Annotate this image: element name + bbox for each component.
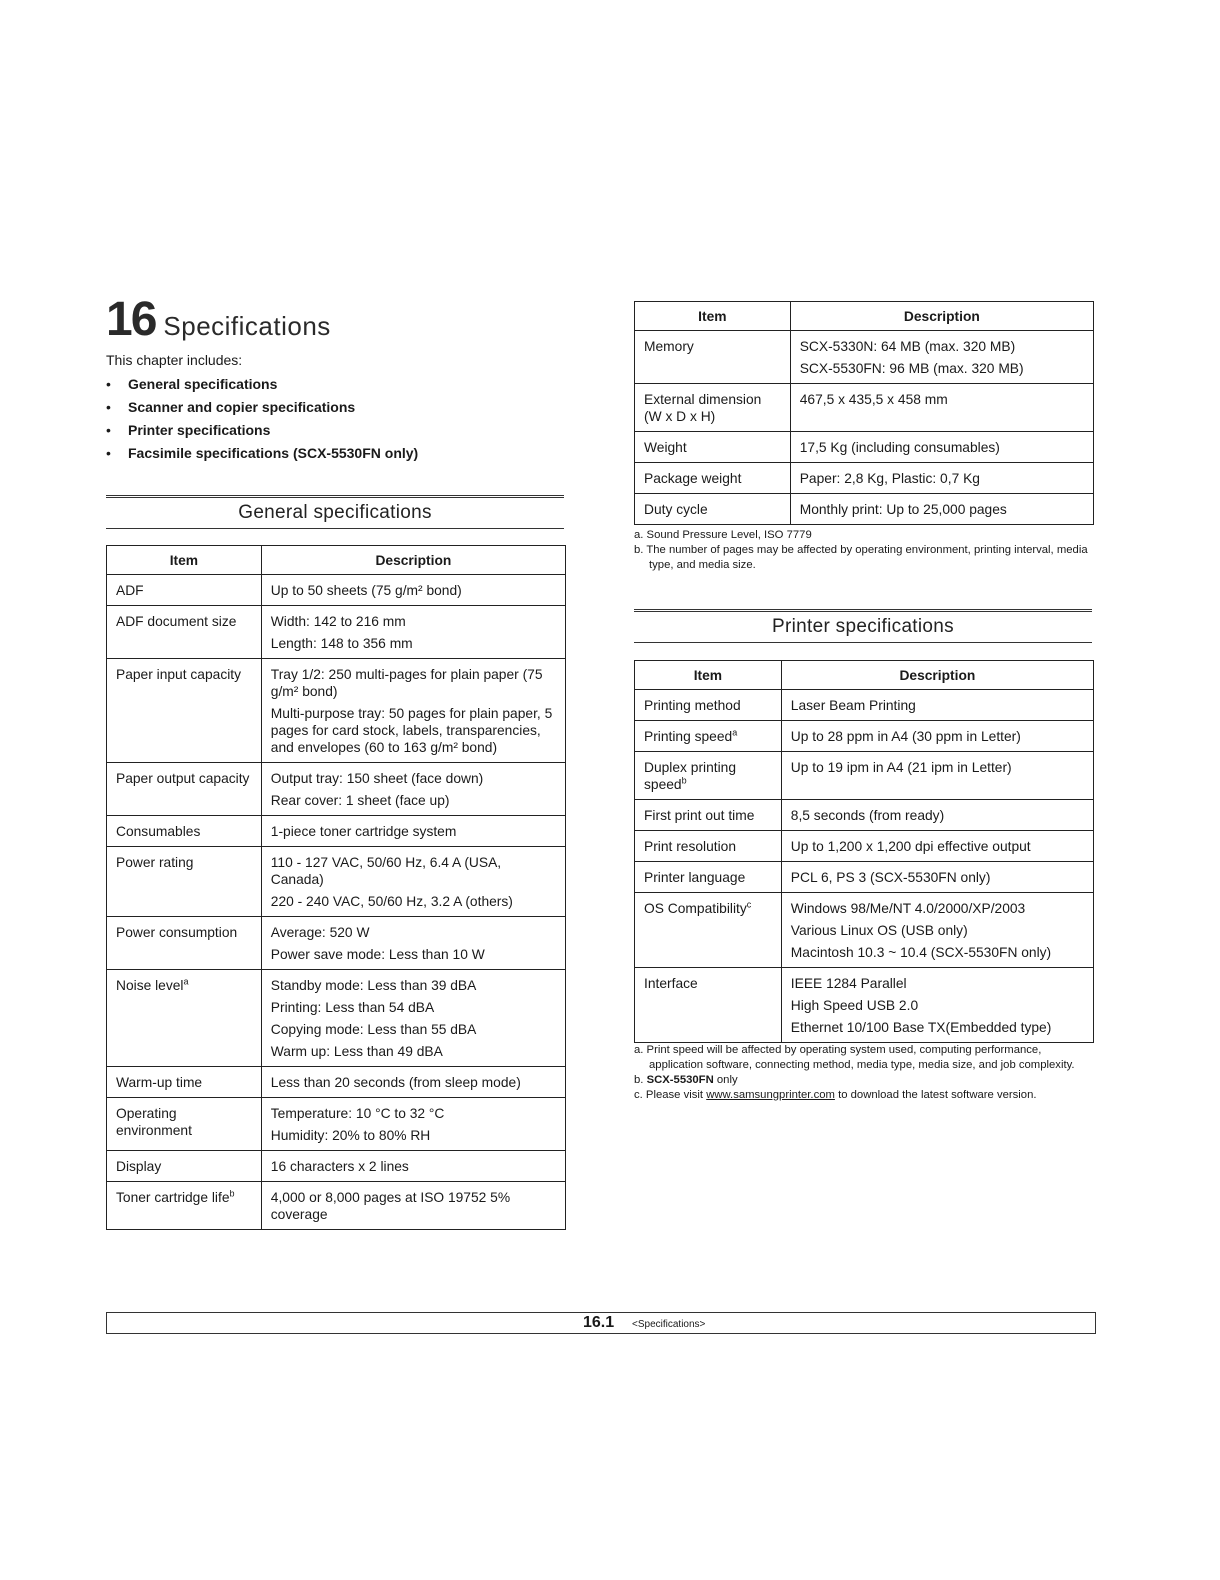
table-row	[107, 847, 566, 917]
row-description-cell	[781, 968, 1093, 1043]
row-item-label: Power consumption	[116, 925, 238, 940]
description-line: 110 - 127 VAC, 50/60 Hz, 6.4 A (USA, Canada)	[270, 855, 502, 887]
description-line: Laser Beam Printing	[790, 698, 916, 713]
toc-item[interactable]: • Facsimile specifications (SCX-5530FN only)	[106, 442, 418, 465]
table-row	[107, 763, 566, 816]
table-row	[635, 893, 1094, 968]
general-section-title: General specifications	[106, 495, 564, 529]
description-line: Multi-purpose tray: 50 pages for plain paper, 5 pages for card stock, labels, transparencies, and envelopes (60 to 163 g/m² bond)	[270, 706, 553, 755]
row-item-cell	[635, 752, 782, 800]
general-table-body	[107, 575, 566, 1230]
footnote-ref[interactable]: a	[183, 976, 189, 987]
row-item-cell	[635, 862, 782, 893]
row-description-cell	[781, 752, 1093, 800]
description-line: SCX-5530FN: 96 MB (max. 320 MB)	[799, 361, 1024, 376]
row-item-cell	[635, 893, 782, 968]
footnote	[634, 1088, 1096, 1103]
description-line: IEEE 1284 Parallel	[790, 976, 907, 991]
row-description-cell	[261, 659, 565, 763]
table-row	[107, 1182, 566, 1230]
description-line: Up to 28 ppm in A4 (30 ppm in Letter)	[790, 729, 1021, 744]
row-item-label: ADF	[116, 583, 144, 598]
row-item-label: Paper output capacity	[116, 771, 250, 786]
row-item-cell	[107, 1182, 262, 1230]
description-line: Windows 98/Me/NT 4.0/2000/XP/2003	[790, 901, 1026, 916]
row-item-label: Interface	[644, 976, 698, 991]
description-line: PCL 6, PS 3 (SCX-5530FN only)	[790, 870, 991, 885]
description-line: Printing: Less than 54 dBA	[270, 1000, 435, 1015]
row-item-cell	[635, 721, 782, 752]
description-line: Monthly print: Up to 25,000 pages	[799, 502, 1007, 517]
row-description-cell	[781, 862, 1093, 893]
table-row	[635, 463, 1094, 494]
page-section-label: <Specifications>	[632, 1319, 706, 1330]
row-item-cell	[635, 968, 782, 1043]
row-item-label: Display	[116, 1159, 162, 1174]
description-line: Rear cover: 1 sheet (face up)	[270, 793, 450, 808]
description-line: Up to 1,200 x 1,200 dpi effective output	[790, 839, 1031, 854]
footnote-text: only	[716, 1074, 738, 1086]
row-item-label: Print resolution	[644, 839, 737, 854]
table-row	[635, 752, 1094, 800]
row-description-cell	[781, 721, 1093, 752]
row-item-cell	[635, 331, 791, 384]
table-row	[107, 917, 566, 970]
footnote-model: SCX-5530FN	[646, 1074, 714, 1086]
row-description-cell	[261, 1182, 565, 1230]
row-item-label: Printing speed	[644, 729, 733, 744]
row-item-cell	[635, 800, 782, 831]
description-line: 4,000 or 8,000 pages at ISO 19752 5% coverage	[270, 1190, 511, 1222]
row-description-cell	[261, 917, 565, 970]
table-row	[635, 690, 1094, 721]
row-item-label: ADF document size	[116, 614, 237, 629]
row-item-label: Memory	[644, 339, 694, 354]
printer-spec-table	[634, 660, 1094, 1043]
description-line: Width: 142 to 216 mm	[270, 614, 406, 629]
footnote-ref[interactable]: c	[746, 899, 752, 910]
row-item-label: Duty cycle	[644, 502, 708, 517]
row-item-cell	[635, 384, 791, 432]
chapter-intro: This chapter includes:	[106, 352, 243, 368]
row-description-cell	[781, 893, 1093, 968]
toc-item[interactable]: • Printer specifications	[106, 419, 418, 442]
row-item-cell	[107, 606, 262, 659]
row-item-cell	[635, 831, 782, 862]
samsung-printer-link[interactable]: www.samsungprinter.com	[706, 1089, 835, 1101]
table-header-row	[107, 546, 566, 575]
table-header-row	[635, 661, 1094, 690]
footnote: a. Print speed will be affected by operating system used, computing performance, application software, connecting method, media type, media size, and job complexity.	[634, 1044, 1075, 1071]
row-description-cell	[261, 816, 565, 847]
table-row	[635, 494, 1094, 525]
description-line: 8,5 seconds (from ready)	[790, 808, 945, 823]
description-line: 467,5 x 435,5 x 458 mm	[799, 392, 948, 407]
footnote: a. Sound Pressure Level, ISO 7779	[634, 529, 812, 541]
description-line: Power save mode: Less than 10 W	[270, 947, 485, 962]
footnote-text: c. Please visit	[634, 1089, 704, 1101]
table-row	[635, 968, 1094, 1043]
description-line: Ethernet 10/100 Base TX(Embedded type)	[790, 1020, 1052, 1035]
description-line: Up to 50 sheets (75 g/m² bond)	[270, 583, 462, 598]
printer-section-title: Printer specifications	[634, 609, 1092, 643]
row-item-cell	[107, 1098, 262, 1151]
description-line: Temperature: 10 °C to 32 °C	[270, 1106, 445, 1121]
row-description-cell	[261, 1151, 565, 1182]
table-header-row	[635, 302, 1094, 331]
column-header-description: Description	[790, 302, 1093, 331]
row-item-cell	[107, 847, 262, 917]
row-description-cell	[261, 1098, 565, 1151]
row-item-cell	[107, 1151, 262, 1182]
column-header-description: Description	[261, 546, 565, 575]
row-description-cell	[781, 690, 1093, 721]
row-description-cell	[790, 494, 1093, 525]
row-description-cell	[261, 970, 565, 1067]
table-row	[107, 606, 566, 659]
row-item-cell	[635, 690, 782, 721]
row-description-cell	[781, 831, 1093, 862]
row-item-label: Duplex printing speed	[644, 760, 737, 792]
chapter-heading	[106, 292, 331, 347]
column-header-item: Item	[635, 661, 782, 690]
column-header-item: Item	[635, 302, 791, 331]
table-row	[107, 970, 566, 1067]
chapter-number: 16	[106, 293, 156, 346]
description-line: Less than 20 seconds (from sleep mode)	[270, 1075, 521, 1090]
table-row	[635, 831, 1094, 862]
row-item-cell	[107, 763, 262, 816]
table-row	[107, 1067, 566, 1098]
footnote-marker: b.	[634, 1074, 644, 1086]
row-item-cell	[107, 659, 262, 763]
table-row	[635, 331, 1094, 384]
row-description-cell	[781, 800, 1093, 831]
printer-table-body	[635, 690, 1094, 1043]
row-item-label: Noise level	[116, 978, 184, 993]
column-header-item: Item	[107, 546, 262, 575]
printer-footnotes	[634, 1043, 1096, 1103]
chapter-toc	[106, 373, 418, 465]
row-description-cell	[790, 331, 1093, 384]
row-item-label: Paper input capacity	[116, 667, 242, 682]
row-item-cell	[635, 463, 791, 494]
row-item-label: Toner cartridge life	[116, 1190, 230, 1205]
column-header-description: Description	[781, 661, 1093, 690]
table-row	[107, 816, 566, 847]
table-row	[107, 1098, 566, 1151]
row-description-cell	[790, 432, 1093, 463]
row-description-cell	[261, 606, 565, 659]
table-row	[107, 575, 566, 606]
table-row	[635, 721, 1094, 752]
footnote-text: to download the latest software version.	[838, 1089, 1037, 1101]
row-description-cell	[261, 1067, 565, 1098]
row-description-cell	[790, 463, 1093, 494]
chapter-title: Specifications	[163, 311, 331, 341]
general-continued-table-body	[635, 331, 1094, 525]
row-item-label: Printer language	[644, 870, 746, 885]
table-row	[107, 659, 566, 763]
description-line: 220 - 240 VAC, 50/60 Hz, 3.2 A (others)	[270, 894, 513, 909]
description-line: Length: 148 to 356 mm	[270, 636, 413, 651]
row-item-cell	[107, 575, 262, 606]
row-description-cell	[261, 575, 565, 606]
description-line: Macintosh 10.3 ~ 10.4 (SCX-5530FN only)	[790, 945, 1052, 960]
description-line: Average: 520 W	[270, 925, 370, 940]
table-row	[635, 862, 1094, 893]
footnote: b. The number of pages may be affected by operating environment, printing interval, media type, and media size.	[634, 544, 1088, 571]
description-line: Copying mode: Less than 55 dBA	[270, 1022, 477, 1037]
row-item-cell	[107, 917, 262, 970]
row-item-label: Power rating	[116, 855, 194, 870]
row-item-cell	[635, 432, 791, 463]
footnote-ref[interactable]: b	[229, 1188, 235, 1199]
general-footnotes	[634, 528, 1094, 573]
description-line: Various Linux OS (USB only)	[790, 923, 968, 938]
general-spec-table-continued	[634, 301, 1094, 525]
description-line: Warm up: Less than 49 dBA	[270, 1044, 443, 1059]
description-line: Up to 19 ipm in A4 (21 ipm in Letter)	[790, 760, 1012, 775]
row-description-cell	[790, 384, 1093, 432]
description-line: High Speed USB 2.0	[790, 998, 919, 1013]
row-item-cell	[107, 1067, 262, 1098]
description-line: 16 characters x 2 lines	[270, 1159, 409, 1174]
table-row	[635, 384, 1094, 432]
description-line: Humidity: 20% to 80% RH	[270, 1128, 431, 1143]
row-item-label: External dimension (W x D x H)	[644, 392, 762, 424]
page-number: 16.1	[583, 1314, 615, 1331]
row-description-cell	[261, 847, 565, 917]
row-item-label: Warm-up time	[116, 1075, 203, 1090]
footnote-ref[interactable]: b	[681, 775, 687, 786]
toc-item[interactable]: • General specifications	[106, 373, 418, 396]
row-item-label: Consumables	[116, 824, 201, 839]
row-item-cell	[635, 494, 791, 525]
description-line: Standby mode: Less than 39 dBA	[270, 978, 477, 993]
row-item-label: Package weight	[644, 471, 742, 486]
table-row	[635, 432, 1094, 463]
row-item-label: Operating environment	[116, 1106, 192, 1138]
description-line: SCX-5330N: 64 MB (max. 320 MB)	[799, 339, 1016, 354]
table-row	[107, 1151, 566, 1182]
description-line: Output tray: 150 sheet (face down)	[270, 771, 484, 786]
row-description-cell	[261, 763, 565, 816]
footnote-ref[interactable]: a	[732, 727, 738, 738]
row-item-cell	[107, 970, 262, 1067]
description-line: Paper: 2,8 Kg, Plastic: 0,7 Kg	[799, 471, 980, 486]
row-item-label: OS Compatibility	[644, 901, 747, 916]
row-item-label: First print out time	[644, 808, 755, 823]
row-item-label: Printing method	[644, 698, 741, 713]
general-spec-table	[106, 545, 566, 1230]
row-item-cell	[107, 816, 262, 847]
table-row	[635, 800, 1094, 831]
description-line: 17,5 Kg (including consumables)	[799, 440, 1000, 455]
description-line: Tray 1/2: 250 multi-pages for plain paper (75 g/m² bond)	[270, 667, 543, 699]
toc-item[interactable]: • Scanner and copier specifications	[106, 396, 418, 419]
footnote	[634, 1073, 1096, 1088]
description-line: 1-piece toner cartridge system	[270, 824, 457, 839]
row-item-label: Weight	[644, 440, 687, 455]
